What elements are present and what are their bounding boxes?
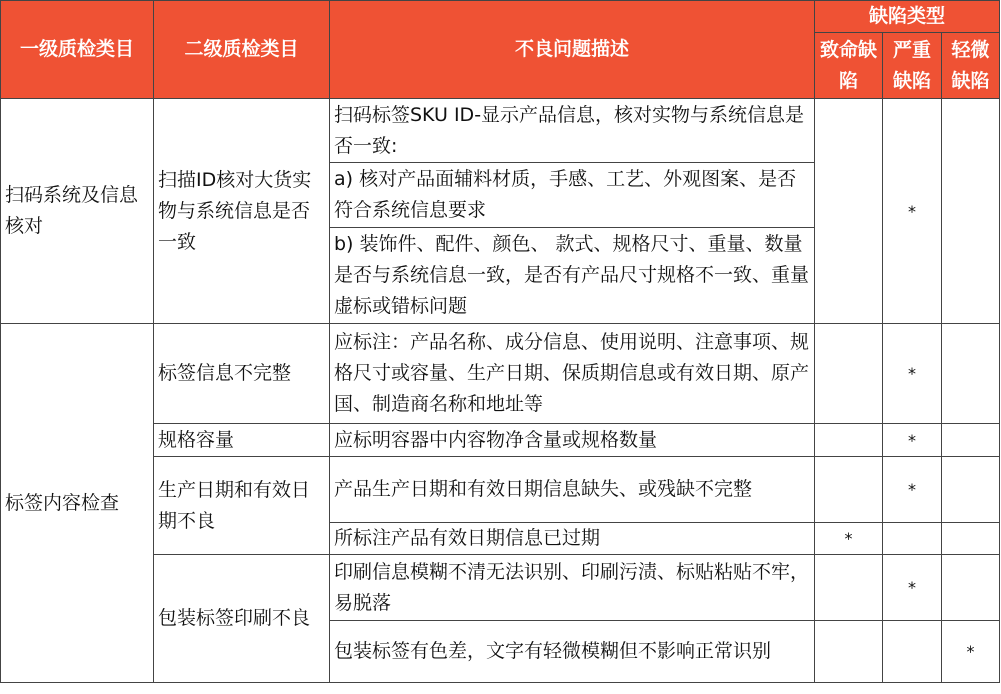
mark-major: * (883, 324, 942, 424)
mark-minor (942, 457, 1000, 523)
header-major: 严重缺陷 (883, 33, 942, 99)
mark-critical (815, 324, 883, 424)
level2-date-defect: 生产日期和有效日期不良 (154, 457, 330, 555)
header-description: 不良问题描述 (330, 1, 815, 99)
mark-minor: * (942, 621, 1000, 683)
mark-minor (942, 523, 1000, 555)
header-row-1 (1, 1, 1000, 33)
description-cell: a) 核对产品面辅料材质，手感、工艺、外观图案、是否符合系统信息要求 (330, 163, 815, 228)
header-critical: 致命缺陷 (815, 33, 883, 99)
level2-scan-id-check: 扫描ID核对大货实物与系统信息是否一致 (154, 99, 330, 324)
mark-minor (942, 555, 1000, 621)
mark-critical (815, 621, 883, 683)
level2-print-defect: 包装标签印刷不良 (154, 555, 330, 683)
header-defect-type: 缺陷类型 (815, 1, 1000, 33)
description-cell: 产品生产日期和有效日期信息缺失、或残缺不完整 (330, 457, 815, 523)
mark-critical (815, 555, 883, 621)
mark-critical (815, 424, 883, 457)
mark-critical: * (815, 523, 883, 555)
header-level2: 二级质检类目 (154, 1, 330, 99)
description-cell: b) 装饰件、配件、颜色、 款式、规格尺寸、重量、数量是否与系统信息一致，是否有产品尺寸规格不一致、重量虚标或错标问题 (330, 228, 815, 324)
description-cell: 所标注产品有效日期信息已过期 (330, 523, 815, 555)
description-cell: 包装标签有色差，文字有轻微模糊但不影响正常识别 (330, 621, 815, 683)
mark-major: * (883, 555, 942, 621)
mark-major: * (883, 424, 942, 457)
header-level1: 一级质检类目 (1, 1, 154, 99)
table-row (1, 324, 1000, 424)
level2-spec-capacity: 规格容量 (154, 424, 330, 457)
description-cell: 应标注：产品名称、成分信息、使用说明、注意事项、规格尺寸或容量、生产日期、保质期信息或有效日期、原产国、制造商名称和地址等 (330, 324, 815, 424)
mark-major (883, 523, 942, 555)
description-cell: 扫码标签SKU ID-显示产品信息，核对实物与系统信息是否一致: (330, 99, 815, 163)
mark-critical (815, 99, 883, 324)
header-minor: 轻微缺陷 (942, 33, 1000, 99)
mark-minor (942, 424, 1000, 457)
description-cell: 应标明容器中内容物净含量或规格数量 (330, 424, 815, 457)
mark-major (883, 621, 942, 683)
table-row (1, 99, 1000, 163)
mark-minor (942, 99, 1000, 324)
mark-major: * (883, 99, 942, 324)
mark-critical (815, 457, 883, 523)
mark-minor (942, 324, 1000, 424)
level1-label-content: 标签内容检查 (1, 324, 154, 683)
description-cell: 印刷信息模糊不清无法识别、印刷污渍、标贴粘贴不牢，易脱落 (330, 555, 815, 621)
mark-major: * (883, 457, 942, 523)
level2-label-incomplete: 标签信息不完整 (154, 324, 330, 424)
level1-scan-system: 扫码系统及信息核对 (1, 99, 154, 324)
